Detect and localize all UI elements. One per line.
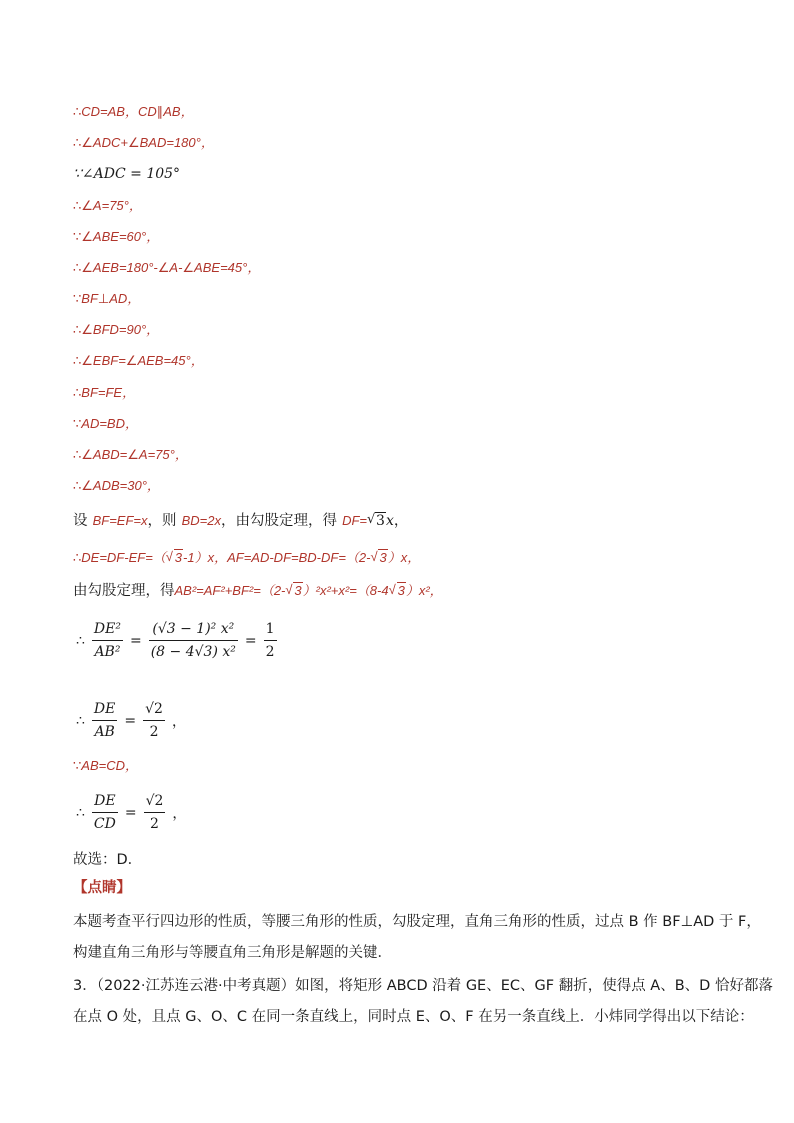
solution-line: ∵AB=CD， — [73, 758, 138, 773]
comment-line: 本题考查平行四边形的性质，等腰三角形的性质，勾股定理，直角三角形的性质，过点 B 作 BF⊥AD 于 F， — [73, 914, 761, 930]
question-line: 3．（2022·江苏连云港·中考真题）如图，将矩形 ABCD 沿着 GE、EC、GF 翻折，使得点 A、B、D 恰好都落 — [73, 978, 773, 994]
solution-line: ∵BF⊥AD， — [73, 291, 141, 306]
ratio-equation-2: ∴ $\frac{DE}{AB}$ = $\frac{√2}{2}$ ， — [73, 698, 189, 743]
solution-line: ∵∠ADC = 105° — [73, 166, 181, 182]
solution-line: ∵∠ABE=60°， — [73, 229, 160, 244]
sqrt-symbol: √ 3 — [389, 581, 406, 601]
fraction: $\frac{\text{(√3 − 1)² x²}}{\text{(8 − 4√3) x²}}$ — [150, 621, 236, 660]
pythagoras-line: 由勾股定理，得AB²=AF²+BF²=（2-√ 3）²x²+x²=（8-4√ 3）x²， — [73, 580, 443, 601]
solution-line: ∵AD=BD， — [73, 416, 138, 431]
sqrt-symbol: √ 3 — [285, 581, 302, 601]
sqrt-symbol: √ 3 — [166, 548, 183, 568]
sqrt-symbol: √ 3 — [370, 548, 387, 568]
answer-line: 故选：D． — [73, 852, 143, 868]
fraction: $\frac{√2}{2}$ — [145, 701, 163, 740]
solution-line: ∴CD=AB，CD∥AB， — [73, 104, 194, 119]
solution-line: ∴∠EBF=∠AEB=45°， — [73, 353, 204, 368]
solution-line: ∴∠BFD=90°， — [73, 322, 160, 337]
ratio-equation-3: ∴ $\frac{DE}{CD}$ = $\frac{√2}{2}$ ， — [73, 790, 189, 835]
sqrt-symbol: √ 3 — [367, 511, 386, 531]
solution-line: ∴∠ABD=∠A=75°， — [73, 447, 188, 462]
fraction: $\frac{DE}{CD}$ — [93, 793, 116, 832]
fraction: $\frac{√2}{2}$ — [145, 793, 164, 832]
solution-line: ∴∠A=75°， — [73, 198, 142, 213]
solution-line: ∴∠ADC+∠BAD=180°， — [73, 135, 214, 150]
solution-line: ∴∠ADB=30°， — [73, 478, 160, 493]
solution-line: ∴BF=FE， — [73, 385, 136, 400]
comment-line: 构建直角三角形与等腰直角三角形是解题的关键． — [73, 945, 392, 961]
fraction: $\frac{DE}{AB}$ — [93, 701, 116, 740]
question-line: 在点 O 处，且点 G、O、C 在同一条直线上，同时点 E、O、F 在另一条直线上．小炜同学得出以下结论： — [73, 1009, 754, 1025]
set-variable-line: 设 BF=EF=x，则 BD=2x，由勾股定理，得 DF=√ 3x， — [73, 510, 408, 531]
fraction: $\frac{1}{2}$ — [265, 621, 275, 660]
de-line: ∴DE=DF-EF=（√ 3-1）x，AF=AD-DF=BD-DF=（2-√ 3）x， — [73, 548, 420, 568]
solution-line: ∴∠AEB=180°-∠A-∠ABE=45°， — [73, 260, 261, 275]
ratio-equation-1: ∴ $\frac{\text{DE²}}{\text{AB²}}$ = $\frac{\text{(√3 − 1)² x²}}{\text{(8 − 4√3) x²}}$ = $\frac{1}{2}$ — [73, 618, 281, 663]
comment-heading: 【点睛】 — [73, 880, 131, 896]
fraction: $\frac{\text{DE²}}{\text{AB²}}$ — [93, 621, 121, 660]
